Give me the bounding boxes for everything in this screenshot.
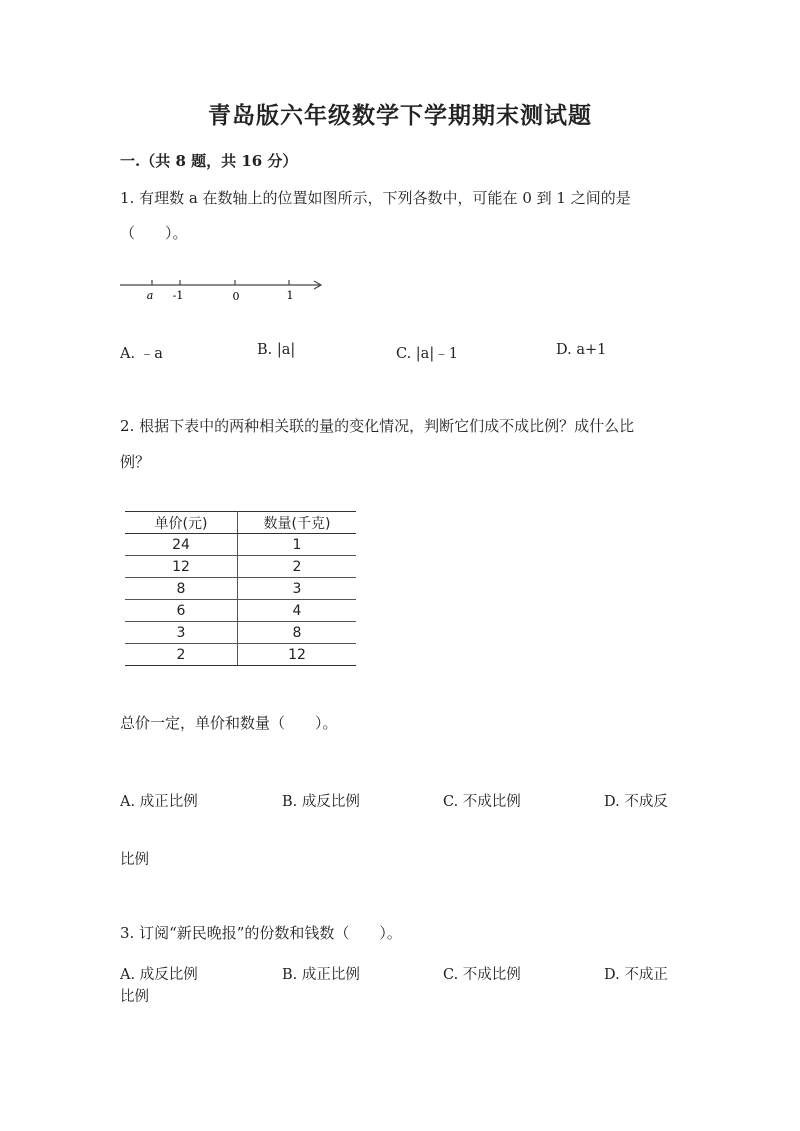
q2-option-a[interactable]: A. 成正比例 (120, 794, 198, 810)
table-cell: 2 (125, 644, 238, 666)
q1-text-line2: （ ）。 (120, 224, 188, 242)
q1-option-c[interactable]: C. |a|﹣1 (396, 346, 458, 362)
table-row (125, 644, 356, 666)
table-cell: 4 (238, 600, 357, 622)
table-cell: 8 (238, 622, 357, 644)
table-header-row (125, 512, 356, 534)
table-cell: 3 (125, 622, 238, 644)
table-row (125, 622, 356, 644)
q3-option-b[interactable]: B. 成正比例 (282, 967, 360, 983)
price-quantity-table (125, 511, 356, 666)
q2-option-d[interactable]: D. 不成反 (604, 794, 668, 810)
table-cell: 3 (238, 578, 357, 600)
table-row (125, 578, 356, 600)
table-cell: 24 (125, 534, 238, 556)
table-row (125, 600, 356, 622)
table-row (125, 556, 356, 578)
label-a: a (146, 289, 154, 302)
q2-option-c[interactable]: C. 不成比例 (443, 794, 521, 810)
q3-option-a[interactable]: A. 成反比例 (120, 967, 198, 983)
section-heading: 一.（共 8 题，共 16 分） (120, 152, 298, 170)
q3-option-d[interactable]: D. 不成正 (604, 967, 668, 983)
label-0: 0 (232, 290, 240, 303)
q3-option-d-wrap: 比例 (120, 989, 149, 1005)
q2-option-d-wrap: 比例 (120, 852, 149, 868)
header-unit-price: 单价(元) (125, 512, 238, 534)
q3-text-line1: 3. 订阅“新民晚报”的份数和钱数（ ）。 (120, 924, 402, 942)
q3-option-c[interactable]: C. 不成比例 (443, 967, 521, 983)
label-1: 1 (286, 289, 294, 302)
label-neg1: -1 (172, 289, 184, 302)
table-row (125, 534, 356, 556)
q2-text-line1: 2. 根据下表中的两种相关联的量的变化情况，判断它们成不成比例？成什么比 (120, 417, 635, 435)
q1-text-line1: 1. 有理数 a 在数轴上的位置如图所示，下列各数中，可能在 0 到 1 之间的是 (120, 189, 631, 207)
q1-option-d[interactable]: D. a+1 (556, 342, 607, 358)
table-cell: 2 (238, 556, 357, 578)
table-cell: 12 (125, 556, 238, 578)
page-title: 青岛版六年级数学下学期期末测试题 (208, 102, 592, 129)
q2-stem: 总价一定，单价和数量（ ）。 (120, 714, 338, 732)
q1-option-a[interactable]: A. ﹣a (120, 346, 163, 362)
number-line-figure (120, 275, 330, 310)
q1-option-b[interactable]: B. |a| (257, 342, 296, 358)
table-cell: 6 (125, 600, 238, 622)
table-cell: 1 (238, 534, 357, 556)
header-quantity: 数量(千克) (238, 512, 357, 534)
table-cell: 12 (238, 644, 357, 666)
table-cell: 8 (125, 578, 238, 600)
q2-text-line2: 例？ (120, 453, 151, 471)
q2-option-b[interactable]: B. 成反比例 (282, 794, 360, 810)
